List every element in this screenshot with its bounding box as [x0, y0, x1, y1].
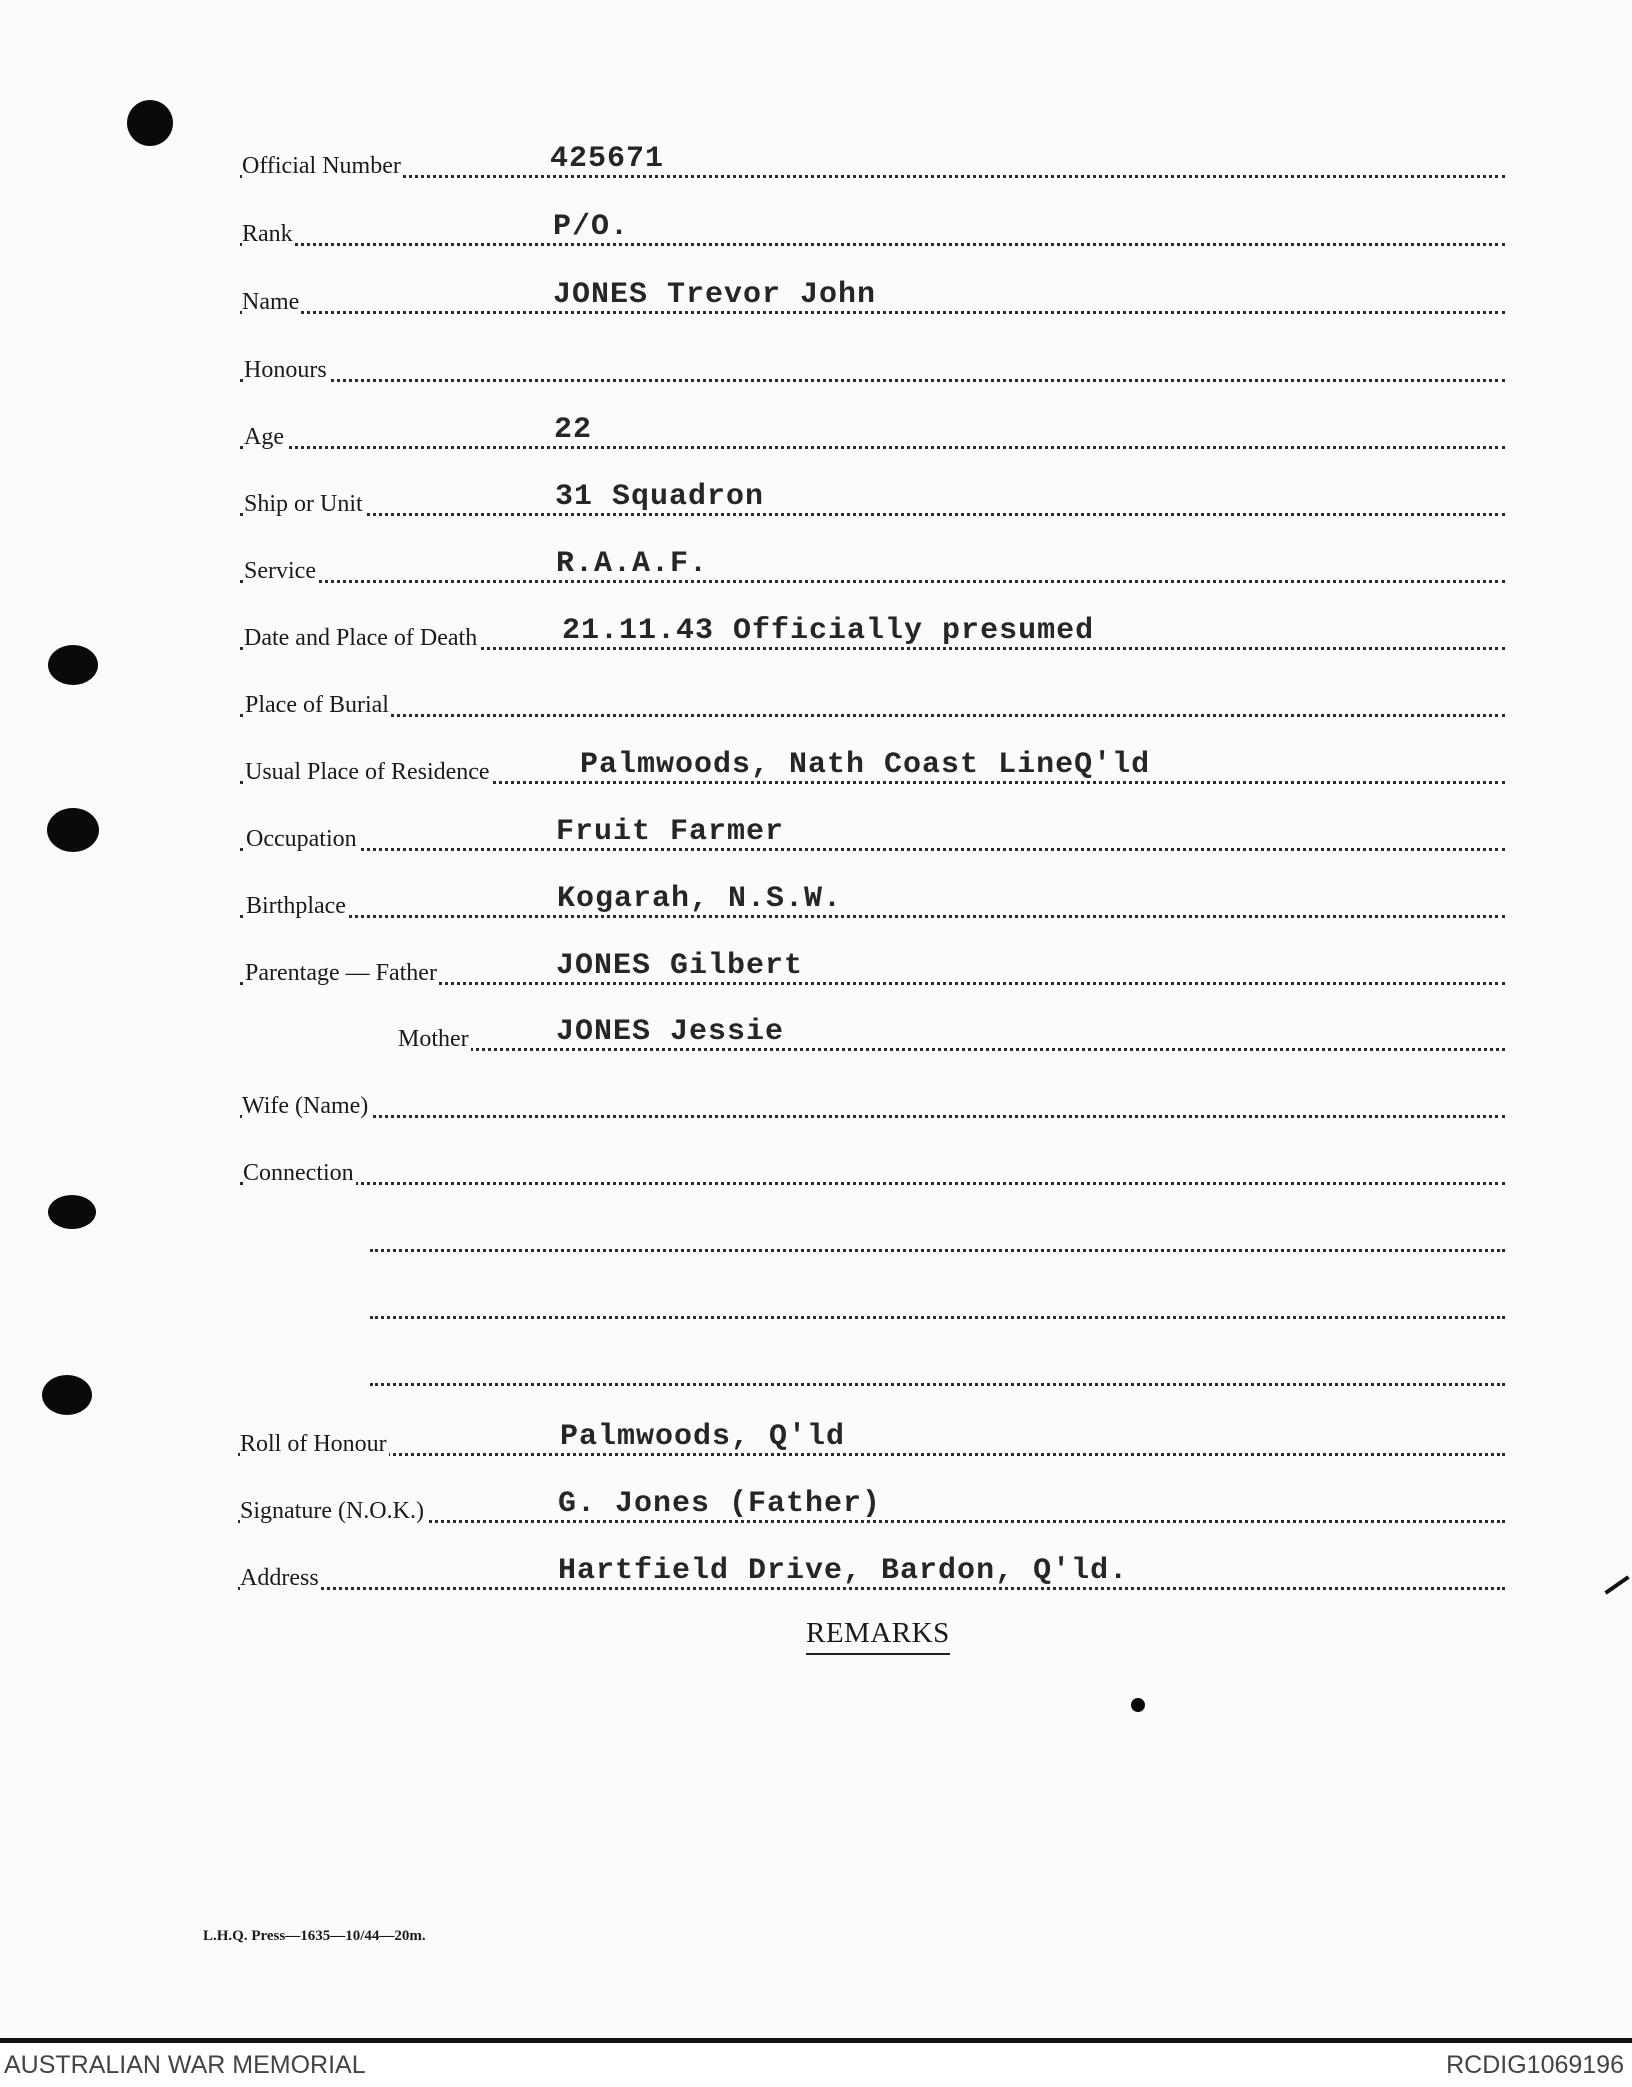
field-label: Signature (N.O.K.) [240, 1498, 424, 1524]
field-name [240, 278, 1505, 318]
dotted-line [240, 848, 1505, 851]
dotted-line [238, 1453, 1505, 1456]
field-occupation [240, 815, 1505, 855]
field-value: 425671 [550, 142, 665, 176]
edge-mark [1604, 1575, 1629, 1594]
dotted-line [240, 446, 1505, 449]
footer-bar [0, 2038, 1632, 2087]
punch-hole [127, 100, 173, 146]
remarks-heading: REMARKS [806, 1617, 950, 1655]
field-value: G. Jones (Father) [558, 1487, 882, 1521]
field-label: Roll of Honour [240, 1431, 387, 1457]
connection-extra-line [240, 1216, 1505, 1256]
field-label: Wife (Name) [242, 1093, 369, 1119]
field-label: Official Number [242, 153, 401, 179]
field-value: R.A.A.F. [556, 547, 709, 581]
field-label: Occupation [246, 826, 357, 852]
field-label: Parentage — Father [245, 960, 437, 986]
field-label: Birthplace [246, 893, 346, 919]
field-official-number [240, 142, 1505, 182]
field-value: P/O. [553, 210, 630, 244]
field-ship-or-unit [240, 480, 1505, 520]
field-roll-of-honour [240, 1420, 1505, 1460]
press-line: L.H.Q. Press—1635—10/44—20m. [203, 1928, 426, 1944]
connection-extra-line [240, 1350, 1505, 1390]
field-label: Name [242, 289, 300, 315]
field-value: 21.11.43 Officially presumed [562, 614, 1095, 648]
ink-dot [1131, 1698, 1145, 1712]
field-value: Palmwoods, Nath Coast LineQ'ld [580, 748, 1151, 782]
field-label: Date and Place of Death [244, 625, 478, 651]
punch-hole [48, 645, 98, 685]
field-rank [240, 210, 1505, 250]
punch-hole [48, 1195, 96, 1229]
field-label: Usual Place of Residence [245, 759, 490, 785]
field-service [240, 547, 1505, 587]
dotted-line [240, 513, 1505, 516]
field-honours [240, 346, 1505, 386]
field-wife-name [240, 1082, 1505, 1122]
dotted-line [370, 1249, 1505, 1252]
dotted-line [240, 1115, 1505, 1118]
field-connection [240, 1149, 1505, 1189]
field-usual-residence [240, 748, 1505, 788]
dotted-line [370, 1383, 1505, 1386]
field-label: Place of Burial [245, 692, 389, 718]
punch-hole [47, 808, 99, 852]
field-value: Kogarah, N.S.W. [557, 882, 843, 916]
field-label: Mother [398, 1026, 469, 1052]
field-label: Address [240, 1565, 319, 1591]
field-date-place-of-death [240, 614, 1505, 654]
field-place-of-burial [240, 681, 1505, 721]
field-value: 22 [554, 413, 593, 447]
field-parentage-mother [240, 1015, 1505, 1055]
dotted-line [240, 243, 1505, 246]
footer-record-id: RCDIG1069196 [1446, 2051, 1624, 2079]
dotted-line [240, 714, 1505, 717]
field-value: JONES Trevor John [553, 278, 877, 312]
field-value: Hartfield Drive, Bardon, Q'ld. [558, 1554, 1129, 1588]
field-value: JONES Gilbert [556, 949, 804, 983]
field-signature-nok [240, 1487, 1505, 1527]
field-label: Age [244, 424, 284, 450]
field-label: Honours [244, 357, 327, 383]
dotted-line [240, 175, 1505, 178]
field-value: 31 Squadron [555, 480, 765, 514]
dotted-line [240, 379, 1505, 382]
field-label: Connection [243, 1160, 354, 1186]
dotted-line [370, 1316, 1505, 1319]
field-value: JONES Jessie [556, 1015, 785, 1049]
field-address [240, 1554, 1505, 1594]
dotted-line [240, 580, 1505, 583]
field-parentage-father [240, 949, 1505, 989]
dotted-line [240, 915, 1505, 918]
field-label: Service [244, 558, 316, 584]
field-birthplace [240, 882, 1505, 922]
connection-extra-line [240, 1283, 1505, 1323]
field-value: Fruit Farmer [556, 815, 785, 849]
dotted-line [240, 1182, 1505, 1185]
field-label: Ship or Unit [244, 491, 363, 517]
field-age [240, 413, 1505, 453]
punch-hole [42, 1375, 92, 1415]
field-label: Rank [242, 221, 293, 247]
footer-institution: AUSTRALIAN WAR MEMORIAL [4, 2051, 366, 2079]
field-value: Palmwoods, Q'ld [560, 1420, 846, 1454]
